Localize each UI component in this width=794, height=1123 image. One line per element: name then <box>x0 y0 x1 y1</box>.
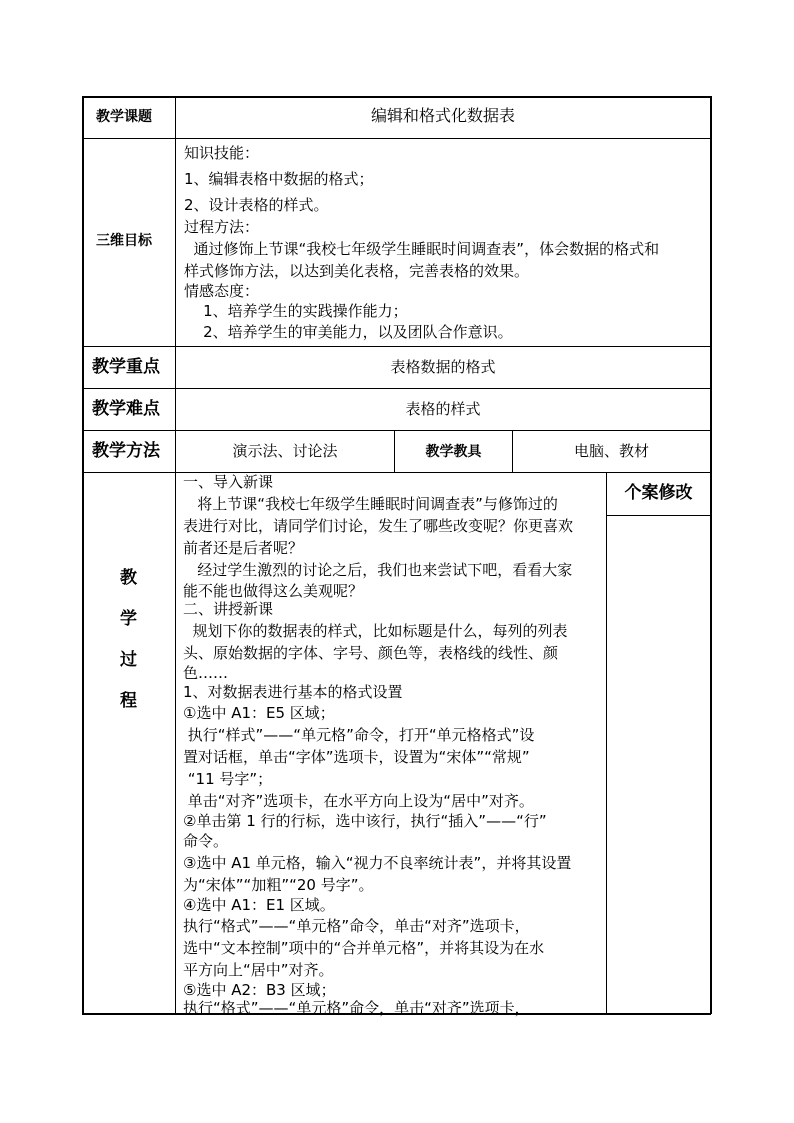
process-line: 置对话框，单击“字体”选项卡，设置为“宋体”“常规” <box>183 748 530 766</box>
table-border-left <box>82 96 84 1014</box>
label-column-divider <box>175 96 176 1014</box>
key-point-value: 表格数据的格式 <box>390 358 496 376</box>
process-line: 执行“格式”——“单元格”命令，单击“对齐”选项卡， <box>183 917 530 935</box>
process-line: 能不能也做得这么美观呢？ <box>183 582 364 600</box>
process-line: 头、原始数据的字体、字号、颜色等，表格线的线性、颜 <box>183 644 559 662</box>
objectives-line: 过程方法： <box>184 218 260 236</box>
process-label-char: 学 <box>120 609 137 629</box>
process-line: 规划下你的数据表的样式，比如标题是什么，每列的列表 <box>183 622 568 640</box>
objectives-line: 1、编辑表格中数据的格式； <box>184 170 374 188</box>
objectives-line: 情感态度： <box>184 282 260 300</box>
process-line: “11 号字”； <box>183 770 273 788</box>
row-divider <box>82 346 711 347</box>
process-line: ③选中 A1 单元格，输入“视力不良率统计表”，并将其设置 <box>183 854 572 872</box>
table-border-right <box>710 96 712 1014</box>
process-line: 前者还是后者呢？ <box>183 539 304 557</box>
process-line: 执行“格式”——“单元格”命令，单击“对齐”选项卡， <box>183 999 530 1017</box>
difficulty-value: 表格的样式 <box>405 400 481 418</box>
process-label-char: 教 <box>120 568 137 588</box>
process-line: 为“宋体”“加粗”“20 号字”。 <box>183 876 374 894</box>
objectives-line: 知识技能： <box>184 144 260 162</box>
objectives-text <box>184 146 704 346</box>
tools-label: 教学教具 <box>425 444 482 460</box>
difficulty-label: 教学难点 <box>92 399 160 419</box>
process-line: 选中“文本控制”项中的“合并单元格”，并将其设为在水 <box>183 939 545 957</box>
row-divider <box>82 388 711 389</box>
process-text <box>183 473 603 1017</box>
process-line: 执行“样式”——“单元格”命令，打开“单元格格式”设 <box>183 726 535 744</box>
topic-value: 编辑和格式化数据表 <box>370 106 515 125</box>
objectives-line: 2、设计表格的样式。 <box>184 196 329 214</box>
process-line: 二、讲授新课 <box>183 600 274 618</box>
objectives-line: 通过修饰上节课“我校七年级学生睡眠时间调查表”，体会数据的格式和 <box>184 240 660 258</box>
row-divider <box>82 472 711 473</box>
process-line: 单击“对齐”选项卡，在水平方向上设为“居中”对齐。 <box>183 792 534 810</box>
objectives-label: 三维目标 <box>96 233 152 249</box>
topic-label: 教学课题 <box>96 109 152 125</box>
process-line: 色…… <box>183 664 229 682</box>
process-line: ④选中 A1：E1 区域。 <box>183 896 335 914</box>
revision-header: 个案修改 <box>624 483 693 503</box>
process-line: ⑤选中 A2：B3 区域； <box>183 981 336 999</box>
row-divider <box>82 430 711 431</box>
method-label: 教学方法 <box>92 441 160 461</box>
tools-value: 电脑、教材 <box>573 442 649 460</box>
objectives-line: 样式修饰方法，以达到美化表格，完善表格的效果。 <box>184 262 530 280</box>
row-divider <box>82 138 711 139</box>
process-line: 将上节课“我校七年级学生睡眠时间调查表”与修饰过的 <box>183 495 558 513</box>
revision-column-divider <box>606 472 607 1014</box>
process-line: ②单击第 1 行的行标，选中该行，执行“插入”——“行” <box>183 812 547 830</box>
key-point-label: 教学重点 <box>92 357 160 377</box>
process-label-char: 程 <box>120 691 137 711</box>
process-line: 经过学生激烈的讨论之后，我们也来尝试下吧，看看大家 <box>183 561 573 579</box>
method-value: 演示法、讨论法 <box>232 442 338 460</box>
process-line: 一、导入新课 <box>183 473 274 491</box>
objectives-line: 2、培养学生的审美能力，以及团队合作意识。 <box>184 323 513 341</box>
process-label-char: 过 <box>120 650 137 670</box>
process-line: 表进行对比，请同学们讨论，发生了哪些改变呢？你更喜欢 <box>183 517 574 535</box>
process-line: ①选中 A1：E5 区域； <box>183 704 335 722</box>
table-border-top <box>82 96 711 98</box>
revision-header-divider <box>606 515 711 516</box>
process-line: 1、对数据表进行基本的格式设置 <box>183 683 403 701</box>
process-line: 命令。 <box>183 832 229 850</box>
objectives-line: 1、培养学生的实践操作能力； <box>184 302 408 320</box>
process-line: 平方向上“居中”对齐。 <box>183 961 334 979</box>
